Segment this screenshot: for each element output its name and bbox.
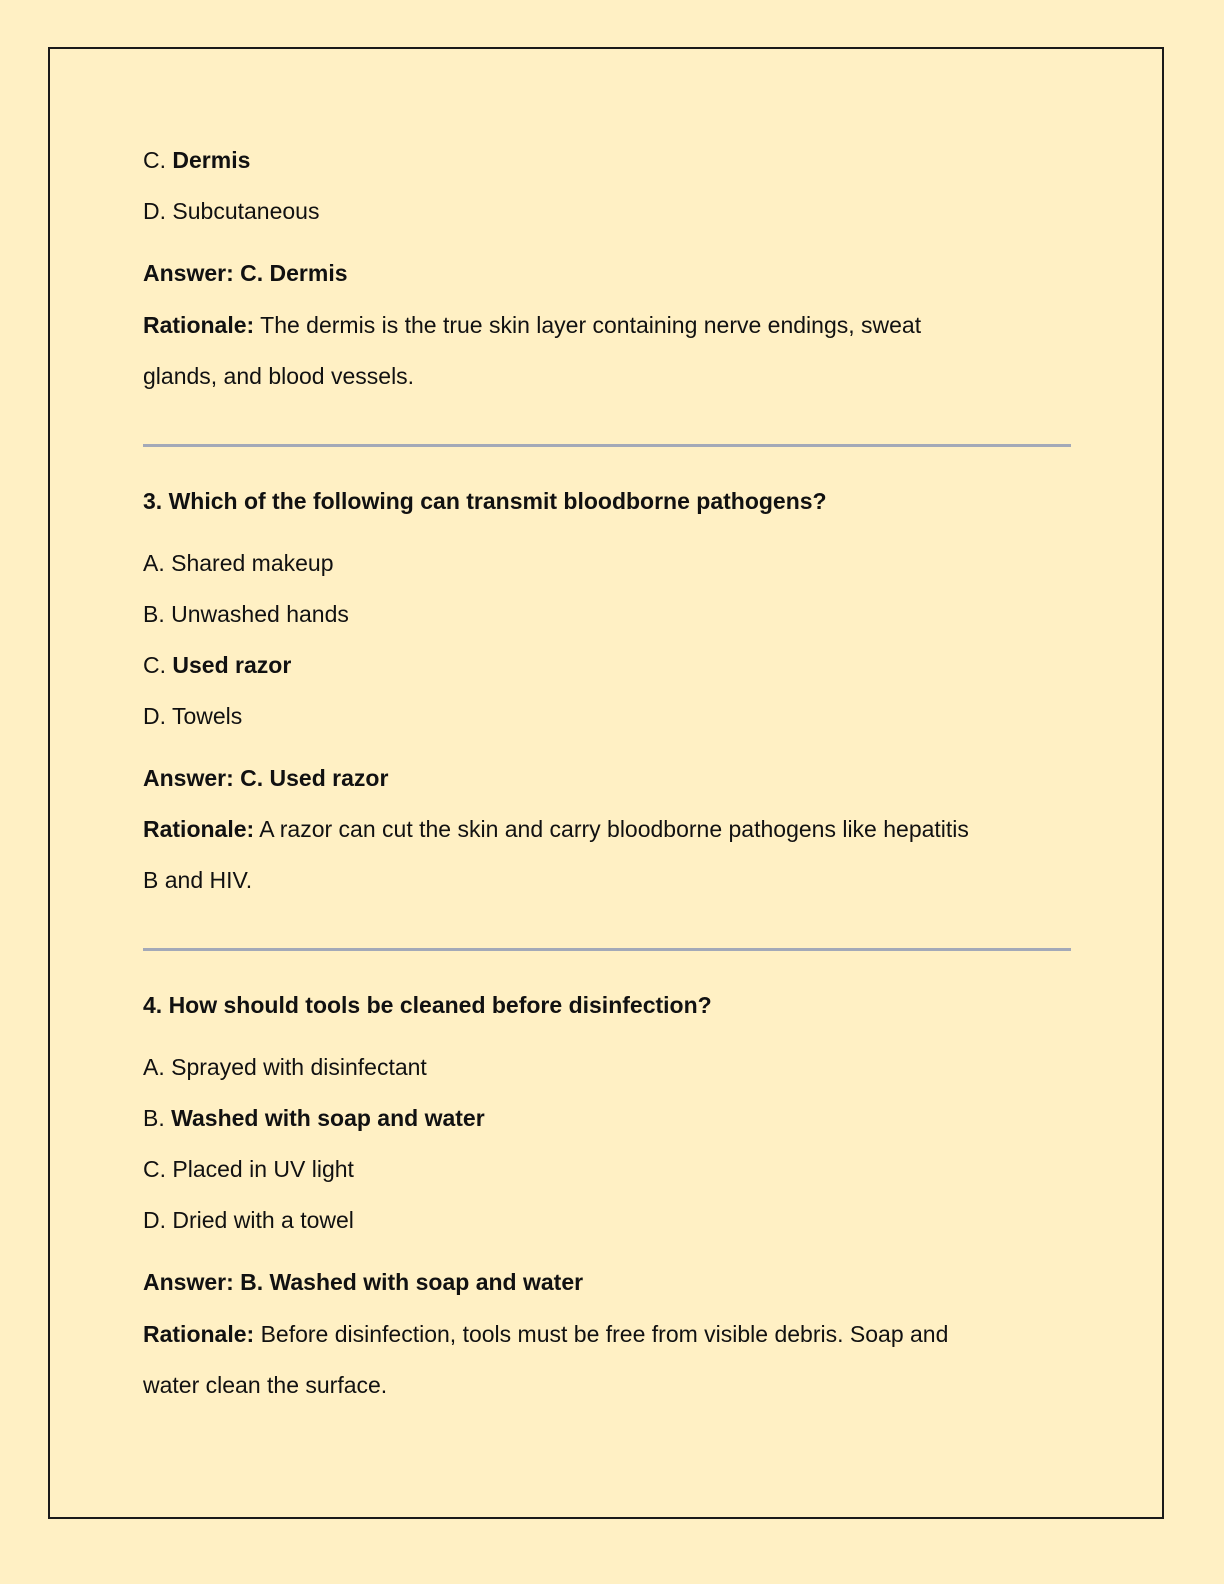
q4-option-d: D. Dried with a towel: [143, 1207, 354, 1233]
q2-option-d: D. Subcutaneous: [143, 198, 320, 224]
q3-answer: Answer: C. Used razor: [143, 765, 389, 791]
q2-rationale: Rationale: The dermis is the true skin layer containing nerve endings, sweat: [143, 312, 922, 338]
q2-answer: Answer: C. Dermis: [143, 260, 348, 286]
q3-option-a: A. Shared makeup: [143, 550, 334, 576]
q4-answer: Answer: B. Washed with soap and water: [143, 1269, 584, 1295]
q4-option-a: A. Sprayed with disinfectant: [143, 1054, 427, 1080]
q3-rationale: Rationale: A razor can cut the skin and carry bloodborne pathogens like hepatitis: [143, 816, 969, 842]
q4-rationale: Rationale: Before disinfection, tools must be free from visible debris. Soap and: [143, 1321, 949, 1347]
section-divider: [143, 444, 1071, 447]
section-divider: [143, 948, 1071, 951]
q3-rationale-cont: B and HIV.: [143, 867, 253, 893]
q4-option-b: B. Washed with soap and water: [143, 1105, 485, 1131]
q3-option-d: D. Towels: [143, 703, 243, 729]
q2-option-c: C. Dermis: [143, 147, 251, 173]
q3-option-b: B. Unwashed hands: [143, 601, 349, 627]
q2-rationale-cont: glands, and blood vessels.: [143, 363, 415, 389]
q3-option-c: C. Used razor: [143, 652, 292, 678]
q4-question: 4. How should tools be cleaned before disinfection?: [143, 992, 712, 1018]
q4-option-c: C. Placed in UV light: [143, 1156, 354, 1182]
q3-question: 3. Which of the following can transmit bloodborne pathogens?: [143, 488, 827, 514]
q4-rationale-cont: water clean the surface.: [143, 1372, 388, 1398]
